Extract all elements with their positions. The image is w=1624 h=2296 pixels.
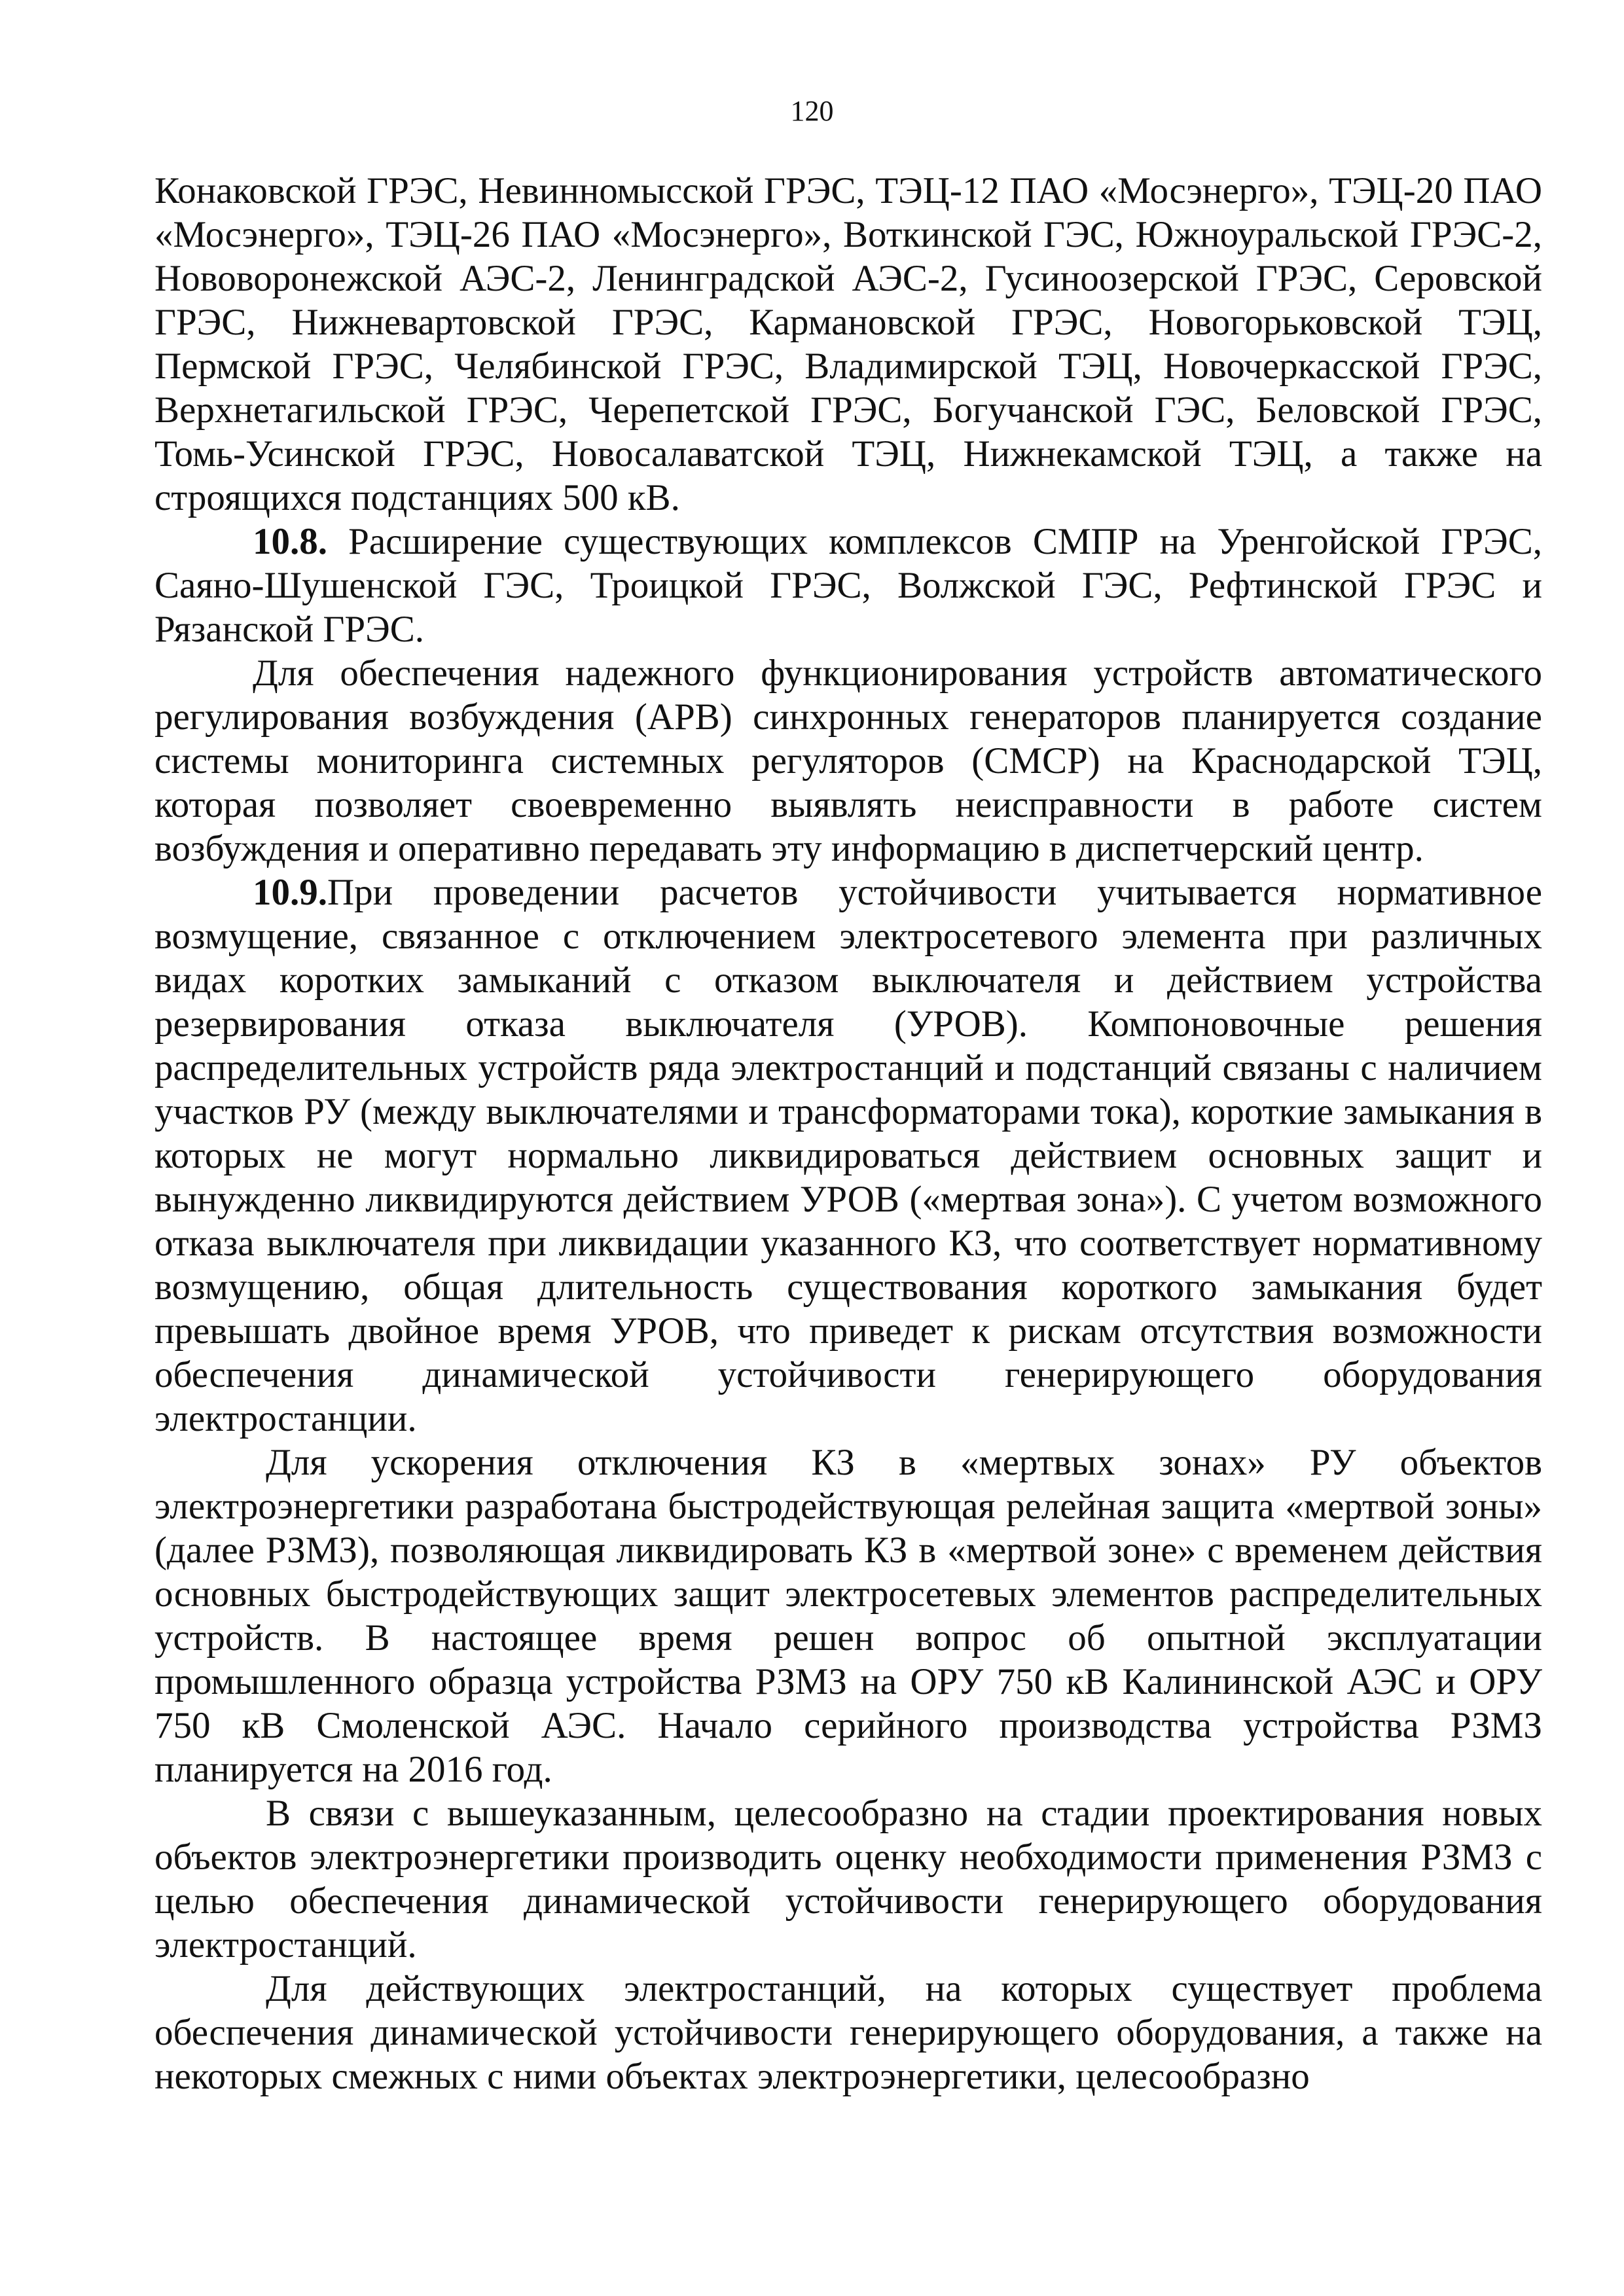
page-body xyxy=(154,169,1542,2098)
paragraph-smsr xyxy=(154,651,1542,870)
paragraph-design-recommendation xyxy=(154,1791,1542,1967)
paragraph-station-list xyxy=(154,169,1542,520)
paragraph-text: Для действующих электростанций, на которых существует проблема обеспечения динамической устойчивости генерирующего оборудования, а также на некоторых смежных с ними объектах электроэнергетики, целесообразно xyxy=(154,1968,1542,2097)
section-number: 10.8. xyxy=(253,521,327,562)
paragraph-10-8 xyxy=(154,520,1542,651)
paragraph-10-9 xyxy=(154,870,1542,1441)
paragraph-text: Для ускорения отключения КЗ в «мертвых зонах» РУ объектов электроэнергетики разработана быстродействующая релейная защита «мертвой зоны» (далее РЗМЗ), позволяющая ликвидировать КЗ в «мертвой зоне» с временем действия основных быстродействующих защит электросетевых элементов распределительных устройств. В настоящее время решен вопрос об опытной эксплуатации промышленного образца устройства РЗМЗ на ОРУ 750 кВ Калининской АЭС и ОРУ 750 кВ Смоленской АЭС. Начало серийного производства устройства РЗМЗ планируется на 2016 год. xyxy=(154,1442,1542,1790)
page-number: 120 xyxy=(790,95,834,127)
paragraph-text: При проведении расчетов устойчивости учитывается нормативное возмущение, связанное с отключением электросетевого элемента при различных видах коротких замыканий с отказом выключателя и действием устройства резервирования отказа выключателя (УРОВ). Компоновочные решения распределительных устройств ряда электростанций и подстанций связаны с наличием участков РУ (между выключателями и трансформаторами тока), короткие замыкания в которых не могут нормально ликвидироваться действием основных защит и вынужденно ликвидируются действием УРОВ («мертвая зона»). С учетом возможного отказа выключателя при ликвидации указанного КЗ, что соответствует нормативному возмущению, общая длительность существования короткого замыкания будет превышать двойное время УРОВ, что приведет к рискам отсутствия возможности обеспечения динамической устойчивости генерирующего оборудования электростанции. xyxy=(154,872,1542,1439)
section-number: 10.9. xyxy=(253,872,327,913)
paragraph-text: Конаковской ГРЭС, Невинномысской ГРЭС, ТЭЦ-12 ПАО «Мосэнерго», ТЭЦ-20 ПАО «Мосэнерго», ТЭЦ-26 ПАО «Мосэнерго», Воткинской ГЭС, Южноуральской ГРЭС-2, Нововоронежской АЭС-2, Ленинградской АЭС-2, Гусиноозерской ГРЭС, Серовской ГРЭС, Нижневартовской ГРЭС, Кармановской ГРЭС, Новогорьковской ТЭЦ, Пермской ГРЭС, Челябинской ГРЭС, Владимирской ТЭЦ, Новочеркасской ГРЭС, Верхнетагильской ГРЭС, Черепетской ГРЭС, Богучанской ГЭС, Беловской ГРЭС, Томь-Усинской ГРЭС, Новосалаватской ТЭЦ, Нижнекамской ТЭЦ, а также на строящихся подстанциях 500 кВ. xyxy=(154,170,1542,518)
paragraph-rzmz xyxy=(154,1441,1542,1791)
paragraph-text: Расширение существующих комплексов СМПР на Уренгойской ГРЭС, Саяно-Шушенской ГЭС, Троицкой ГРЭС, Волжской ГЭС, Рефтинской ГРЭС и Рязанской ГРЭС. xyxy=(154,521,1542,650)
paragraph-existing-plants xyxy=(154,1967,1542,2098)
paragraph-text: В связи с вышеуказанным, целесообразно на стадии проектирования новых объектов электроэнергетики производить оценку необходимости применения РЗМЗ с целью обеспечения динамической устойчивости генерирующего оборудования электростанций. xyxy=(154,1793,1542,1965)
paragraph-text: Для обеспечения надежного функционирования устройств автоматического регулирования возбуждения (АРВ) синхронных генераторов планируется создание системы мониторинга системных регуляторов (СМСР) на Краснодарской ТЭЦ, которая позволяет своевременно выявлять неисправности в работе систем возбуждения и оперативно передавать эту информацию в диспетчерский центр. xyxy=(154,653,1542,869)
